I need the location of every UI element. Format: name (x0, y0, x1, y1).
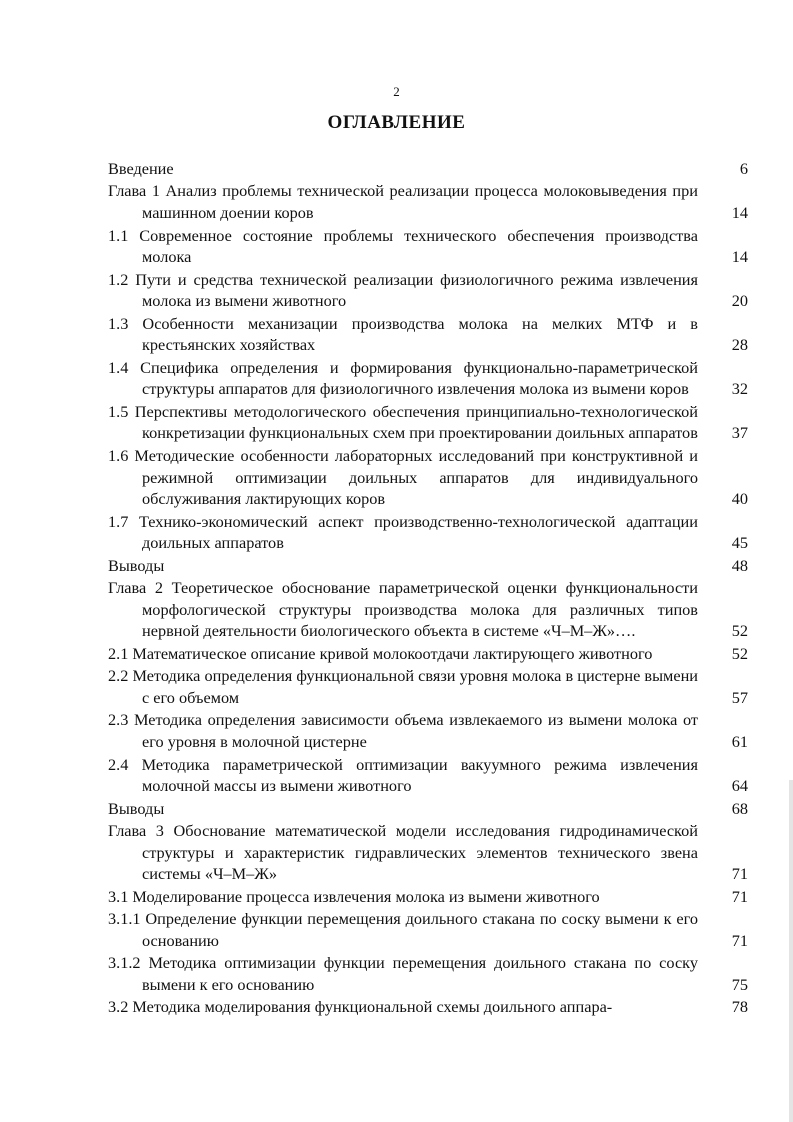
toc-entry-title: 1.7 Технико-экономический аспект производственно-технологической адаптации доильных аппаратов (108, 511, 698, 553)
table-of-contents (108, 158, 748, 1019)
toc-entry-page: 14 (731, 247, 748, 267)
toc-entry-title: 3.1 Моделирование процесса извлечения молока из вымени животного (108, 886, 600, 906)
toc-entry-page: 52 (731, 643, 748, 663)
toc-entry (108, 158, 748, 180)
toc-entry (108, 798, 748, 820)
toc-entry (108, 511, 748, 554)
toc-entry-title: Введение (108, 159, 174, 178)
toc-entry (108, 643, 748, 665)
toc-entry-title: 2.2 Методика определения функциональной связи уровня молока в цистерне вымени с его объемом (108, 666, 698, 707)
toc-entry-page: 20 (731, 291, 748, 311)
toc-entry (108, 996, 748, 1018)
toc-entry-title: 1.6 Методические особенности лабораторных исследований при конструктивной и режимной оптимизации доильных аппаратов для индивидуального обслуживания лактирующих коров (108, 445, 698, 509)
toc-entry-page: 32 (731, 379, 748, 399)
toc-entry-title: 2.3 Методика определения зависимости объема извлекаемого из вымени молока от его уровня в молочной цистерне (108, 710, 698, 752)
toc-entry (108, 886, 748, 908)
toc-entry-page: 6 (739, 159, 748, 178)
toc-entry-title: 2.1 Математическое описание кривой молокоотдачи лактирующего животного (108, 643, 653, 663)
toc-entry (108, 445, 748, 510)
toc-entry-page: 48 (731, 555, 748, 575)
toc-entry (108, 269, 748, 312)
toc-entry-page: 71 (731, 930, 748, 950)
toc-entry-title: 3.1.2 Методика оптимизации функции перемещения доильного стакана по соску вымени к его основанию (108, 953, 698, 994)
toc-entry-title: 2.4 Методика параметрической оптимизации вакуумного режима извлечения молочной массы из вымени животного (108, 754, 698, 796)
toc-entry-title: 1.4 Специфика определения и формирования функционально-параметрической структуры аппаратов для физиологичного извлечения молока из вымени коров (108, 357, 698, 399)
toc-entry-page: 40 (731, 489, 748, 509)
toc-title: ОГЛАВЛЕНИЕ (327, 112, 466, 133)
toc-entry (108, 225, 748, 268)
toc-entry-title: Глава 1 Анализ проблемы технической реализации процесса молоковыведения при машинном доении коров (108, 181, 698, 223)
toc-entry (108, 952, 748, 995)
scan-edge (789, 780, 793, 1122)
toc-entry-title: Глава 3 Обоснование математической модели исследования гидродинамической структуры и характеристик гидравлических элементов технического звена системы «Ч–М–Ж» (108, 821, 698, 884)
toc-entry-page: 52 (731, 621, 748, 641)
toc-entry-page: 61 (731, 732, 748, 752)
toc-entry-title: 3.1.1 Определение функции перемещения доильного стакана по соску вымени к его основанию (108, 909, 698, 950)
toc-entry-title: 3.2 Методика моделирования функциональной схемы доильного аппара- (108, 997, 613, 1017)
toc-entry-title: Выводы (108, 798, 165, 818)
toc-entry (108, 555, 748, 577)
toc-entry-page: 45 (731, 533, 748, 553)
toc-entry (108, 665, 748, 708)
toc-entry-title: 1.1 Современное состояние проблемы технического обеспечения производства молока (108, 225, 698, 267)
toc-entry-page: 64 (731, 776, 748, 796)
toc-entry-page: 75 (731, 974, 748, 994)
toc-entry-page: 37 (731, 423, 748, 443)
toc-entry-title: 1.3 Особенности механизации производства молока на мелких МТФ и в крестьянских хозяйствах (108, 313, 698, 355)
toc-entry-page: 78 (731, 997, 748, 1017)
toc-entry (108, 180, 748, 223)
toc-entry (108, 577, 748, 642)
toc-entry-title: 1.5 Перспективы методологического обеспечения принципиально-технологической конкретизации функциональных схем при проектировании доильных аппаратов (108, 401, 698, 443)
toc-entry-page: 28 (731, 335, 748, 355)
toc-entry-title: Глава 2 Теоретическое обоснование параметрической оценки функциональности морфологической структуры производства молока для различных типов нервной деятельности биологического объекта в системе «Ч–М–Ж»…. (108, 578, 698, 641)
toc-entry-page: 71 (731, 886, 748, 906)
page-number: 2 (393, 84, 400, 99)
toc-entry-page: 14 (731, 203, 748, 223)
toc-entry (108, 313, 748, 356)
toc-entry-title: 1.2 Пути и средства технической реализации физиологичного режима извлечения молока из вымени животного (108, 269, 698, 311)
toc-entry-page: 57 (731, 687, 748, 707)
toc-entry-title: Выводы (108, 555, 165, 575)
toc-entry (108, 908, 748, 951)
toc-entry (108, 709, 748, 752)
toc-entry (108, 820, 748, 885)
toc-entry (108, 357, 748, 400)
toc-entry (108, 754, 748, 797)
toc-entry-page: 68 (731, 798, 748, 818)
toc-entry-page: 71 (731, 864, 748, 884)
toc-entry (108, 401, 748, 444)
